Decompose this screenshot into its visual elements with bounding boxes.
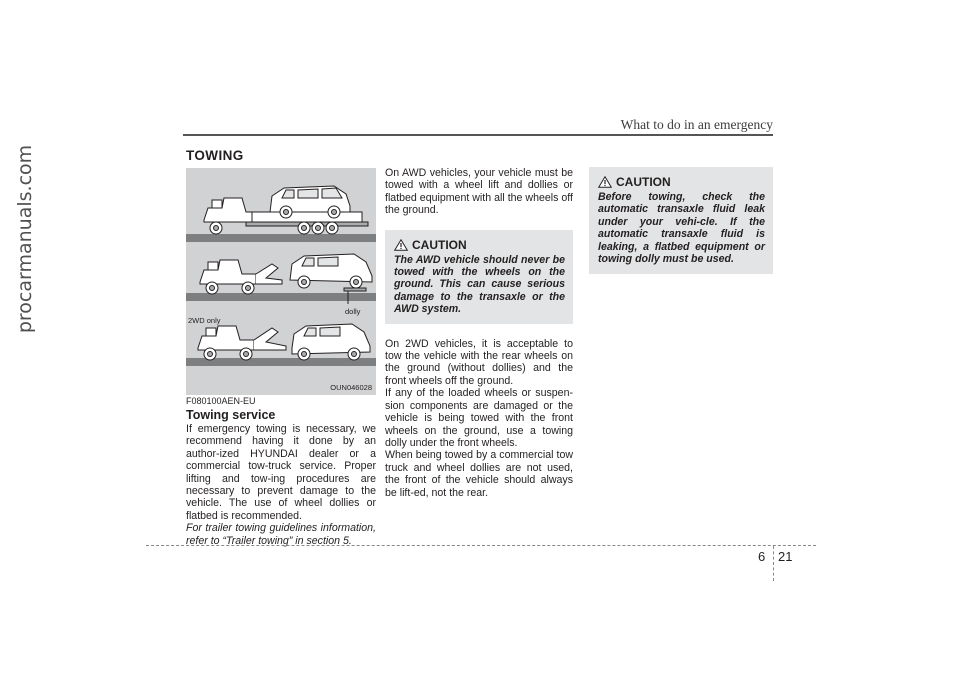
dolly-label: dolly	[345, 307, 361, 316]
commercial-tow-paragraph: When being towed by a commercial tow truck and wheel dollies are not used, the front of the vehicle should always be lift-ed, not the rear.	[385, 449, 573, 499]
2wd-paragraph: On 2WD vehicles, it is acceptable to tow the vehicle with the rear wheels on the ground (without dollies) and the front wheels off the ground.	[385, 337, 573, 387]
footer-divider	[146, 545, 816, 546]
figure-code: OUN046028	[330, 383, 372, 392]
right-column	[589, 167, 773, 274]
wheel-lift-2wd-scene	[198, 324, 370, 360]
towing-methods-image	[186, 168, 376, 395]
middle-column	[385, 167, 573, 499]
section-number: 6	[758, 549, 766, 564]
page-number-divider	[773, 546, 774, 581]
towing-illustration	[186, 168, 376, 395]
caution-text: The AWD vehicle should never be towed with the wheels on the ground. This can cause serious damage to the transaxle or the AWD system.	[394, 253, 565, 316]
warning-triangle-icon	[598, 176, 612, 188]
caution-title: CAUTION	[412, 237, 467, 252]
page-number: 21	[778, 549, 793, 564]
awd-paragraph: On AWD vehicles, your vehicle must be towed with a wheel lift and dollies or flatbed equipment with all the wheels off the ground.	[385, 167, 573, 217]
towing-service-heading: Towing service	[186, 408, 276, 422]
caution-header	[598, 175, 765, 189]
section-title: TOWING	[186, 148, 244, 163]
header-divider	[183, 134, 773, 136]
damaged-wheels-paragraph: If any of the loaded wheels or suspen-sion components are damaged or the vehicle is being towed with the front wheels on the ground, use a towing dolly under the front wheels.	[385, 387, 573, 449]
flatbed-truck-scene	[204, 186, 368, 234]
ground-band-3	[186, 358, 376, 366]
caution-header	[394, 238, 565, 252]
reference-code: F080100AEN-EU	[186, 396, 256, 406]
2wd-only-label: 2WD only	[188, 316, 221, 325]
caution-title: CAUTION	[616, 175, 671, 189]
ground-band-1	[186, 234, 376, 242]
transaxle-caution-box	[589, 167, 773, 274]
awd-caution-box	[385, 230, 573, 324]
towing-service-paragraph: If emergency towing is necessary, we recommend having it done by an author-ized HYUNDAI dealer or a commercial tow-truck service. Proper lifting and tow-ing procedures are necessary to prevent damage to the vehicle. The use of wheel dollies or flatbed is recommended.	[186, 423, 376, 522]
watermark: procarmanuals.com	[14, 144, 36, 334]
header-title: What to do in an emergency	[620, 117, 773, 132]
caution-text: Before towing, check the automatic transaxle fluid leak under your vehi-cle. If the automatic transaxle fluid is leaking, a flatbed equipment or towing dolly must be used.	[598, 191, 765, 266]
warning-triangle-icon	[394, 239, 408, 251]
left-column	[186, 423, 376, 547]
trailer-towing-reference: For trailer towing guidelines information, refer to “Trailer towing” in section 5.	[186, 522, 376, 547]
